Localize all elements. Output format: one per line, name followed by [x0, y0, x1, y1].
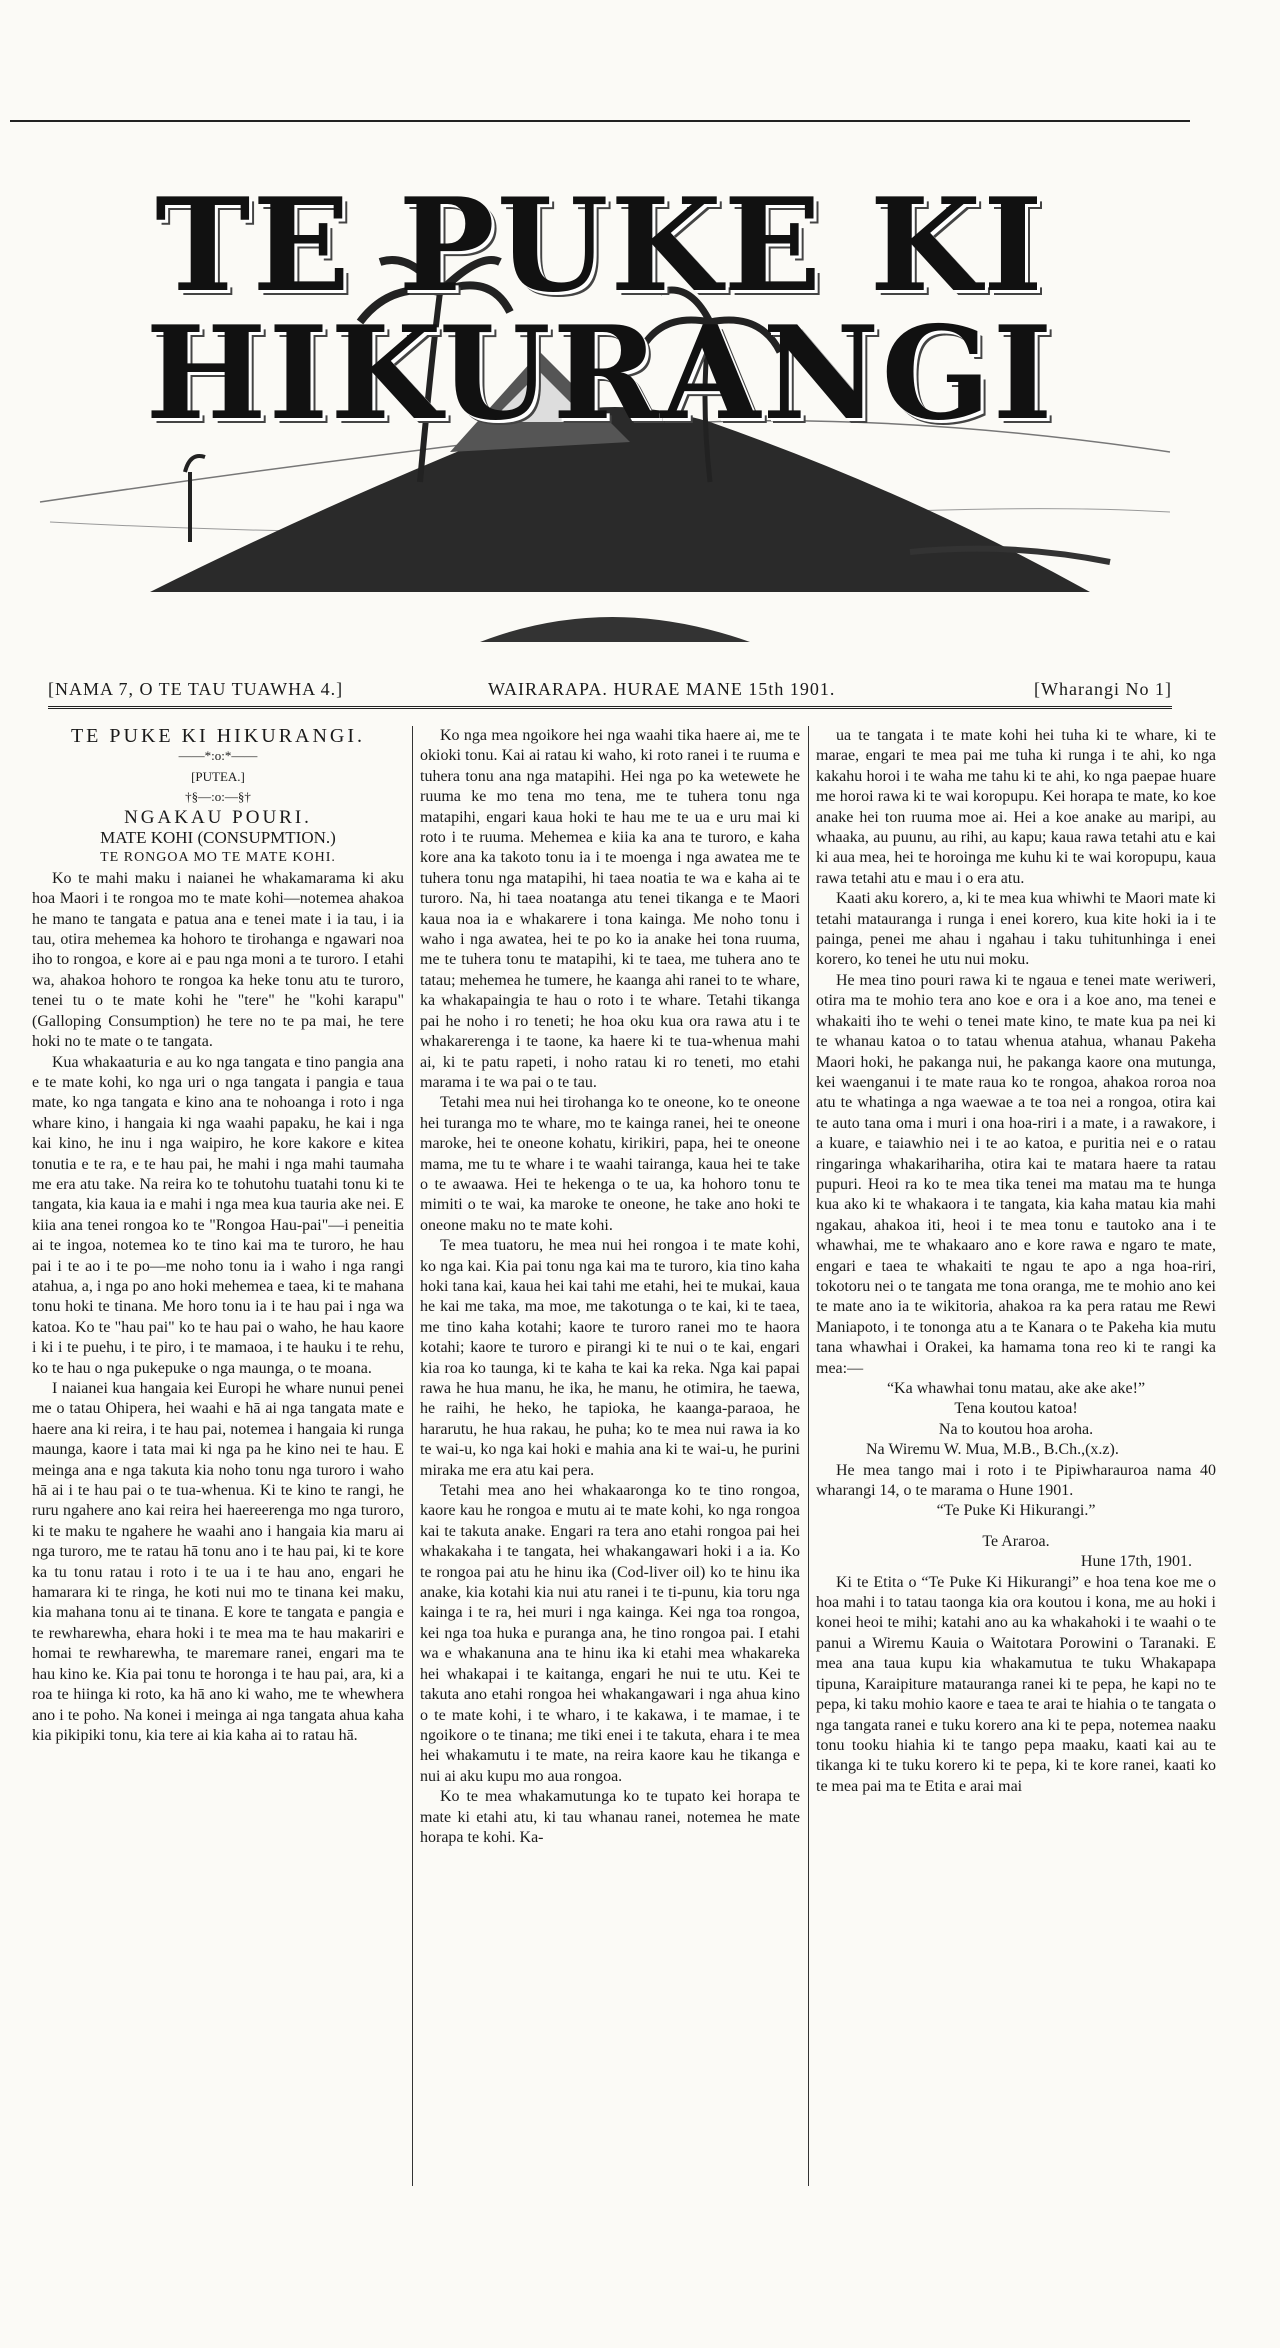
masthead-title: TE PUKE KI HIKURANGI [145, 171, 1055, 449]
paragraph: Ko nga mea ngoikore hei nga waahi tika haere ai, me te okioki tonu. Kai ai ratau ki waho, ki roto ranei i te ruuma e tuhera tonu ana nga matapihi. Hei nga po ka wetewete he ruuma ke mo tena mo tena, me te tuhera tonu nga matapihi, engari kaua hoki te hau me te ua e uru mai ki roto i te ruuma. Mehemea e kiia ka ana te turoro, e kaha kore ana ka takoto tonu ia i te moenga i nga awatea me te tuhera tonu nga matapihi, hi taea noatia te wa e kaha ai te turoro. Na, hi taea noatanga atu tenei tikanga e te Maori kaua noa ia e whakarere i tona kainga. Me noho tonu i waho i nga awatea, hei te po ko ia anake hei tona ruuma, me te tuhera tonu te matapihi, ki te taea, me tuhera ano te tatau; mehemea he tumere, he kaanga ahi ranei to te whare, ka whakapaingia te hau o roto i te whare. Tetahi tikanga pai he noho i ro teneti; he hoa oku kua ora rawa atu i te whakarerenga i te taone, ka haere ki te tua-whenua mahi ai, ki te patu rapeti, i noho ratau ki ro teneti, mo etahi marama i te wa pai o te tau. [420, 727, 800, 1091]
column-3 [816, 726, 1216, 2196]
section-title: NGAKAU POURI. [124, 806, 312, 828]
paragraph: Ko te mahi maku i naianei he whakamarama ki aku hoa Maori i te rongoa mo te mate kohi—notemea ahakoa he mano te tangata e patua ana e tenei mate i ia tau, i ia tau, otira mehemea ka hohoro te tirohanga e ngawari noa iho to rongoa, e kore ai e pau nga moni a te turoro. I etahi wa, ahakoa hohoro te rongoa ka heke tonu atu te turoro, tenei tu o te mate kohi he "tere" he "kohi karapu" (Galloping Consumption) he tere no te pa mai, he tere hoki no te mate o te tangata. [32, 869, 404, 1051]
paragraph: He mea tango mai i roto i te Pipiwharauroa nama 40 wharangi 14, o te marama o Hune 1901. [816, 1461, 1216, 1500]
dateline [48, 672, 1172, 709]
place-date: WAIRARAPA. HURAE MANE 15th 1901. [488, 679, 836, 699]
paragraph: I naianei kua hangaia kei Europi he whare nunui penei me o tatau Ohipera, hei waahi e hā ai nga tangata mate e haere ana ki reira, i te hau pai, notemea i hangaia ki runga maunga, kaore i tata mai ki nga pa he kino nei te hau. E meinga ana e nga takuta kia noho tonu nga turoro i waho hā ai i te hau pai o te tua-whenua. Ki te kino te rangi, he ruru ngahere ano kai reira hei haereerenga mo nga turoro, ki te maku te ngahere he waahi ano i hangaia kia maru ai nga turoro, me te ratau hā tonu ano i te hau pai, ki te kore ka tu tonu ratau i roto i te ua i te hau ano, engari he hamarara ki te ringa, he koti nui mo te tinana kei maku, kia mahana tonu ai te tinana. E kore te tangata e pangia e te rewharewha, ehara hoki i te mea ma te hau makariri e homai te rewharewha, te maremare ranei, engari ma te hau kino ke. Kia pai tonu te horonga i te hau pai, ara, ki a roa te hiinga ki roto, ka hā ano ki waho, me te whewhera ano i te poho. Na konei i meinga ai nga tangata ahua kaha kia pikipiki tonu, kia tere ai kia kaha ai to ratau hā. [32, 1380, 404, 1744]
paragraph: Kua whakaaturia e au ko nga tangata e tino pangia ana e te mate kohi, ko nga uri o nga tangata i pangia e taua mate, ko nga tangata e kino ana te nohoanga i roto i nga whare kino, i hangaia ki nga waahi papaku, he kai i nga kai kino, he inu i nga waipiro, he kore kakore e kitea tonutia e te ra, e te hau pai, he mahi i nga mahi taumaha me era atu take. Na reira ko te tohutohu tuatahi tonu ki te tangata, kia kaua ia e mahi i nga mea kua tauria ake nei. E kiia ana tenei rongoa ko te "Rongoa Hau-pai"—i peneitia ai te ingoa, notemea ko te tino kai ma te turoro, he hau pai i te ao i te po—me noho tonu ia i waho i nga rangi atahua, a, i nga po ano hoki mehemea e taea, ki te mahana tonu hoki te tinana. Me horo tonu ia i te hau pai i nga wa katoa. Ko te "hau pai" ko te hau pai o waho, he hau kaore i ki i te puehu, i te piro, i te mamaoa, i te hauku i te rehu, ko te hau o nga pukepuke o nga maunga, o te moana. [32, 1053, 404, 1377]
masthead [10, 120, 1190, 672]
paragraph: ua te tangata i te mate kohi hei tuha ki te whare, ki te marae, engari te mea pai me tuha ki runga i te ahi, ko nga kakahu horoi i te waha me tahu ki te ahi, ko nga paepae huare me horoi rawa ki te wai koropupu. Kei horapa te mate, ko koe anake hei ton ruuma moe ai. Hei a koe anake au maripi, au whaaka, au puunu, au rihi, au kapu; kaua rawa tetahi atu e kai ki aua mea, hei te horoinga me kuhu ki te wai koropupu, kaua rawa tetahi atu e mau i o era atu. [816, 727, 1216, 887]
bracket-label: [PUTEA.] [191, 768, 245, 784]
closing: Tena koutou katoa! [954, 1400, 1078, 1418]
column-rule [412, 726, 413, 2186]
paragraph: Tetahi mea nui hei tirohanga ko te oneone, ko te oneone hei turanga mo te whare, mo te kainga ranei, hei te oneone maroke, hei te oneone kohatu, kirikiri, papa, hei te oneone mama, me tu te whare i te waahi tairanga, kaua hei te take o te awaawa. Hei te hekenga o te ua, ka hohoro tonu te mimiti o te wai, ka maroke te oneone, he take ano hoki te oneone maku no te mate kohi. [420, 1094, 800, 1234]
paragraph: Kaati aku korero, a, ki te mea kua whiwhi te Maori mate ki tetahi matauranga i runga i enei korero, kua kite hoki ia i te painga, penei me ahau i ngahau i taku tuhitunhinga i enei korero, ko tenei he utu nui moku. [816, 890, 1216, 969]
paragraph: Ko te mea whakamutunga ko te tupato kei horapa te mate ki etahi atu, ki tau whanau ranei, notemea he mate horapa te kohi. Ka- [420, 1788, 800, 1846]
letter-body: Ki te Etita o “Te Puke Ki Hikurangi” e hoa tena koe me o hoa mahi i to tatau taonga kia ora koutou i kona, me au hoki i konei heoi te mihi; katahi ano au ka whakahoki i te waahi o te panui a Wiremu Kauia o Waitotara Porowini o Taranaki. E mea ana taua kupu kia whakamutua te tuku Whakapapa tipuna, Karaipiture matauranga ranei ki te pepa, he kapi no te pepa, ki taku mohio kaore e taea te arai te hiahia o te tangata o nga tangata ranei e tuku korero ana ki te pepa, notemea naaku tonu tooku hiahia ki te tango pepa maaku, kaati kai au te tikanga ki te tuku korero ki te pepa, ki te kore ranei, kaati ko te mea pai ma te Etita e arai mai [816, 1573, 1216, 1795]
page-number: [Wharangi No 1] [1034, 679, 1172, 699]
quote: “Ka whawhai tonu matau, ake ake ake!” [886, 1380, 1146, 1397]
paragraph: Te mea tuatoru, he mea nui hei rongoa i te mate kohi, ko nga kai. Kia pai tonu nga kai ma te turoro, kia tino kaha hoki tana kai, kaua hei kai tahi me etahi, hei te mukai, kaua he kai me taka, ma moe, me takotunga o te kai, ki te taea, me tino kaha kotahi; kaore te turoro ranei mo te haora kotahi; kaore te turoro e pirangi ki te nui o te kai, engari kia roa ko taunga, ki te kaha te kai ka reka. Nga kai papai rawa he hua manu, he ika, he manu, he otimira, he taewa, he raihi, he heko, he tapioka, he kaanga-paraoa, he hararutu, he hua rakau, he puha; ko te mea nui rawa ia ko te wai-u, ko nga kai hoki e mahia ana ki te wai-u, he purini miraka me era atu kai pera. [420, 1237, 800, 1479]
issue-number: [NAMA 7, O TE TAU TUAWHA 4.] [48, 679, 344, 699]
signature: Na Wiremu W. Mua, M.B., B.Ch.,(x.z). [866, 1441, 1119, 1459]
paragraph: Tetahi mea ano hei whakaaronga ko te tino rongoa, kaore kau he rongoa e mutu ai te mate kohi, ko nga rongoa kai te takuta anake. Engari ra tera ano etahi rongoa pai hei whakakaha i te tangata, hei whakangawari hoki i a ia. Ko te rongoa pai atu he hinu ika (Cod-liver oil) ko te hinu ika anake, kia kotahi kia nui atu ranei i te ti-punu, kia toru nga kainga i te ra, hei muri i nga kainga. Kei nga toa rongoa, kei nga toa huka e puranga ana, he tino rongoa pai. I etahi wa e whakanuna ana te hinu ika ki etahi mea whakareka hei whakapai i te kaitanga, engari he nui te utu. Kei te takuta ano etahi rongoa hei whakangawari i nga ahua kino o te mate kohi, i te wharo, i te kakawa, i te mamae, i te ngoikore o te tinana; me tiki enei i te takuta, ehara i te mea hei whakamutu i te mate, na reira kaore kau he tikanga e nui ai aku kupu mo aua rongoa. [420, 1482, 800, 1785]
column-rule [808, 726, 809, 2186]
paragraph: He mea tino pouri rawa ki te ngaua e tenei mate weriweri, otira ma te mohio tera ano koe e ora i a koe ano, ma tenei e whakaiti iho te wehi o tenei mate kino, te mate kua pa nei ki te whanau katoa o to tatau whenua atahua, whanau Pakeha Maori hoki, he pakanga nui, he pakanga kaore ona mutunga, kei waenganui i te mate raua ko te rongoa, ahakoa roroa noa atu te whatinga a nga waewae a te toa nei a rongoa, otira kai te auto tana oma i muri i ona hoa-riri i a mate, i a rawakore, i a kuare, e taiawhio nei i te ao katoa, e puritia nei e o ratau ringaringa whakarihariha, otira kai te matara haere ta ratau pupuri. Heoi ra ko te mea tika tenei ma matau ma te hunga kua ako ki te whakaora i te tangata, kia kaha matau kia mahi ngakau, ahakoa iti, heoi i te mea tonu e tautoko ana i te whawhai, me te whakaaro ano e kore rawa e ngaro te mate, engari e taea te whakaiti te ngau te apo a nga hoa-riri, tokotoru nei o te tangata me tona oranga, me te mohio ano kei te mate ano ia te wikitoria, ahakoa ra ka pera ratau me Rewi Maniapoto, i te tononga atu a te Kanara o te Pakeha kia mutu tana whawhai i Orakei, ka hamama tona reo ki te rangi ka mea:— [816, 971, 1216, 1377]
column-1 [32, 726, 404, 2196]
source-note: “Te Puke Ki Hikurangi.” [936, 1502, 1096, 1520]
column-2 [420, 726, 800, 2196]
newspaper-heading: TE PUKE KI HIKURANGI. [70, 726, 366, 747]
article-subtitle: TE RONGOA MO TE MATE KOHI. [100, 850, 336, 866]
letter-date: Hune 17th, 1901. [1080, 1553, 1192, 1571]
letter-place: Te Araroa. [982, 1532, 1050, 1550]
ornament: †§—:o:—§† [185, 789, 251, 805]
closing: Na to koutou hoa aroha. [938, 1420, 1094, 1438]
ornament: ——*:o:*—— [178, 748, 258, 764]
subsection-title: MATE KOHI (CONSUPMTION.) [100, 828, 336, 848]
